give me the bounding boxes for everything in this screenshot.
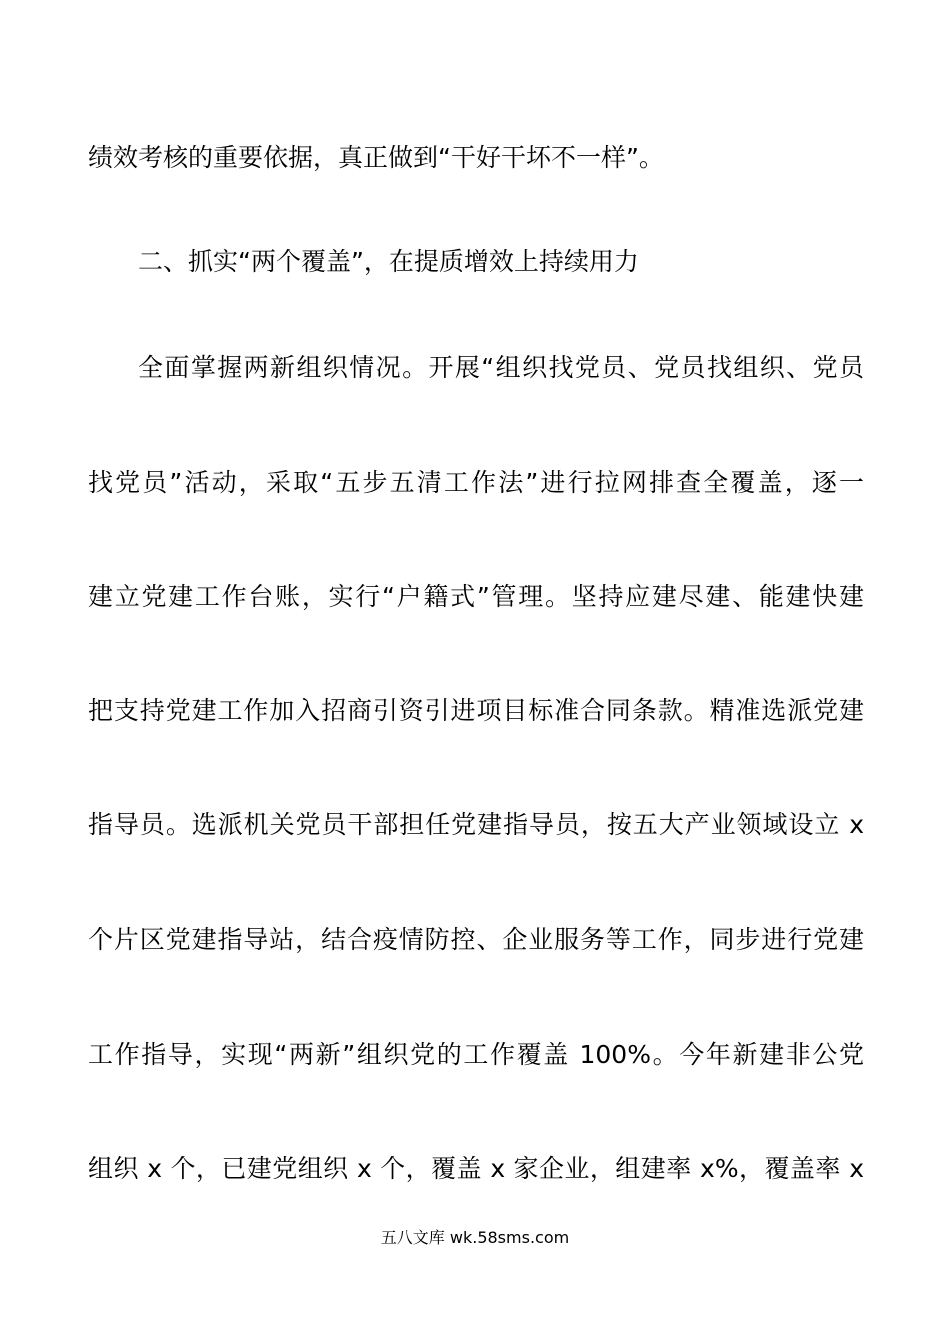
body-text-line-1: 绩效考核的重要依据，真正做到“干好干坏不一样”。 bbox=[88, 143, 664, 172]
body-text-line-8: 个片区党建指导站，结合疫情防控、企业服务等工作，同步进行党建 bbox=[88, 925, 864, 954]
body-text-line-5: 建立党建工作台账，实行“户籍式”管理。坚持应建尽建、能建快建 bbox=[88, 582, 864, 611]
body-text-line-4: 找党员”活动，采取“五步五清工作法”进行拉网排查全覆盖，逐一 bbox=[88, 468, 864, 497]
section-heading: 二、抓实“两个覆盖”，在提质增效上持续用力 bbox=[138, 247, 639, 276]
body-text-line-9: 工作指导，实现“两新”组织党的工作覆盖 100%。今年新建非公党 bbox=[88, 1040, 864, 1069]
body-text-line-3: 全面掌握两新组织情况。开展“组织找党员、党员找组织、党员 bbox=[138, 353, 864, 382]
body-text-line-6: 把支持党建工作加入招商引资引进项目标准合同条款。精准选派党建 bbox=[88, 696, 864, 725]
body-text-line-7: 指导员。选派机关党员干部担任党建指导员，按五大产业领域设立 x bbox=[88, 810, 864, 839]
page-footer: 五八文库 wk.58sms.com bbox=[380, 1228, 570, 1247]
body-text-line-10: 组织 x 个，已建党组织 x 个，覆盖 x 家企业，组建率 x%，覆盖率 x bbox=[88, 1154, 864, 1183]
